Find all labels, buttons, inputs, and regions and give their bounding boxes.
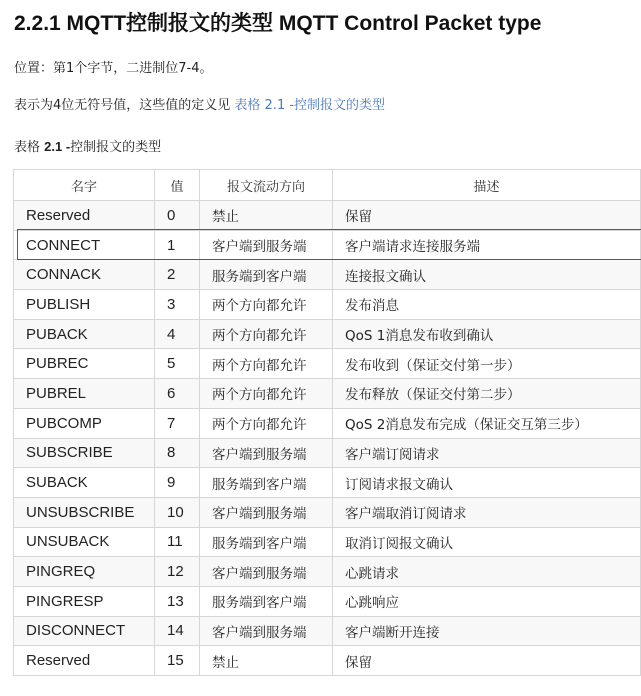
cell-direction: 禁止 (200, 646, 333, 676)
header-direction: 报文流动方向 (200, 170, 333, 201)
cell-description: 客户端取消订阅请求 (333, 497, 641, 527)
table-row (14, 349, 641, 379)
cell-direction: 两个方向都允许 (200, 290, 333, 320)
header-value: 值 (155, 170, 200, 201)
table-row (14, 319, 641, 349)
table-row (14, 557, 641, 587)
table-row (14, 497, 641, 527)
cell-name: UNSUBACK (14, 527, 155, 557)
cell-name: Reserved (14, 201, 155, 231)
header-name: 名字 (14, 170, 155, 201)
cell-name: PUBREC (14, 349, 155, 379)
cell-direction: 两个方向都允许 (200, 349, 333, 379)
cell-value: 13 (155, 586, 200, 616)
cell-name: PUBREL (14, 379, 155, 409)
definition-prefix: 表示为4位无符号值，这些值的定义见 (14, 98, 235, 113)
control-packet-type-table (13, 169, 641, 676)
table-row (14, 201, 641, 231)
cell-name: CONNECT (14, 230, 155, 260)
cell-value: 12 (155, 557, 200, 587)
cell-description: 心跳请求 (333, 557, 641, 587)
table-row (14, 646, 641, 676)
caption-prefix: 表格 (14, 140, 45, 155)
header-description: 描述 (333, 170, 641, 201)
cell-value: 5 (155, 349, 200, 379)
cell-direction: 服务端到客户端 (200, 586, 333, 616)
cell-direction: 两个方向都允许 (200, 319, 333, 349)
table-row (14, 290, 641, 320)
definition-text (14, 94, 385, 113)
cell-description: 客户端请求连接服务端 (333, 230, 641, 260)
table-row (14, 230, 641, 260)
cell-value: 4 (155, 319, 200, 349)
table-caption (14, 136, 161, 155)
cell-description: 发布释放（保证交付第二步） (333, 379, 641, 409)
cell-direction: 客户端到服务端 (200, 497, 333, 527)
cell-name: SUBSCRIBE (14, 438, 155, 468)
table-row (14, 527, 641, 557)
cell-value: 11 (155, 527, 200, 557)
table-row (14, 586, 641, 616)
table-row (14, 408, 641, 438)
cell-value: 3 (155, 290, 200, 320)
cell-description: 订阅请求报文确认 (333, 468, 641, 498)
cell-direction: 客户端到服务端 (200, 616, 333, 646)
cell-description: 发布消息 (333, 290, 641, 320)
cell-direction: 服务端到客户端 (200, 527, 333, 557)
caption-number: 2.1 - (44, 139, 71, 154)
cell-description: 客户端订阅请求 (333, 438, 641, 468)
cell-name: PUBCOMP (14, 408, 155, 438)
cell-description: 心跳响应 (333, 586, 641, 616)
cell-description: QoS 2消息发布完成（保证交互第三步） (333, 408, 641, 438)
cell-direction: 两个方向都允许 (200, 379, 333, 409)
cell-direction: 客户端到服务端 (200, 438, 333, 468)
cell-value: 10 (155, 497, 200, 527)
table-row (14, 616, 641, 646)
table-row (14, 468, 641, 498)
cell-name: CONNACK (14, 260, 155, 290)
cell-value: 15 (155, 646, 200, 676)
cell-name: PINGRESP (14, 586, 155, 616)
cell-name: PUBLISH (14, 290, 155, 320)
cell-name: UNSUBSCRIBE (14, 497, 155, 527)
cell-direction: 禁止 (200, 201, 333, 231)
cell-value: 6 (155, 379, 200, 409)
position-text: 位置：第1个字节，二进制位7-4。 (14, 61, 213, 76)
table-reference-link[interactable]: 表格 2.1 -控制报文的类型 (234, 98, 386, 113)
cell-direction: 客户端到服务端 (200, 557, 333, 587)
cell-direction: 服务端到客户端 (200, 468, 333, 498)
cell-value: 14 (155, 616, 200, 646)
cell-description: 保留 (333, 646, 641, 676)
cell-value: 7 (155, 408, 200, 438)
cell-name: PUBACK (14, 319, 155, 349)
cell-value: 1 (155, 230, 200, 260)
cell-value: 2 (155, 260, 200, 290)
cell-description: 连接报文确认 (333, 260, 641, 290)
cell-description: 客户端断开连接 (333, 616, 641, 646)
cell-value: 0 (155, 201, 200, 231)
cell-value: 8 (155, 438, 200, 468)
cell-name: PINGREQ (14, 557, 155, 587)
cell-value: 9 (155, 468, 200, 498)
cell-direction: 两个方向都允许 (200, 408, 333, 438)
cell-description: 取消订阅报文确认 (333, 527, 641, 557)
cell-name: SUBACK (14, 468, 155, 498)
table-header-row (14, 170, 641, 201)
cell-description: 发布收到（保证交付第一步） (333, 349, 641, 379)
cell-direction: 服务端到客户端 (200, 260, 333, 290)
caption-suffix: 控制报文的类型 (70, 140, 162, 155)
table-row (14, 379, 641, 409)
table-row (14, 438, 641, 468)
cell-description: 保留 (333, 201, 641, 231)
cell-name: Reserved (14, 646, 155, 676)
section-heading: 2.2.1 MQTT控制报文的类型 MQTT Control Packet type (14, 12, 542, 35)
cell-description: QoS 1消息发布收到确认 (333, 319, 641, 349)
table-row (14, 260, 641, 290)
cell-direction: 客户端到服务端 (200, 230, 333, 260)
cell-name: DISCONNECT (14, 616, 155, 646)
